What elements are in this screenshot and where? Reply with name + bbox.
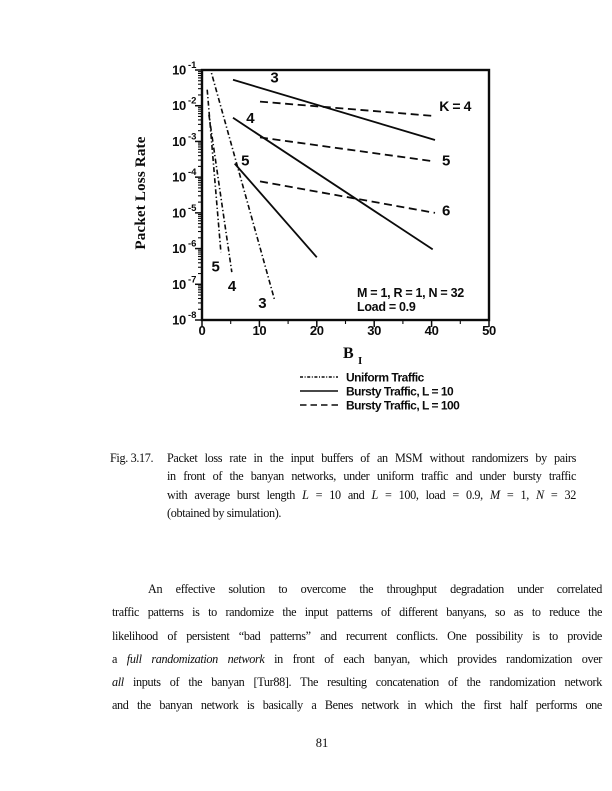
- figure-caption: [110, 449, 576, 523]
- cap-line: [167, 449, 576, 467]
- curve-label: 5: [241, 152, 250, 170]
- text: traffic patterns is to randomize the input patterns of different banyans, so as to reduce the: [112, 605, 602, 620]
- series-uniform-K5: [207, 90, 221, 253]
- legend-label: Uniform Traffic: [346, 370, 424, 385]
- series-bursty10-K3: [233, 80, 435, 140]
- y-tick-label-exponent: -3: [188, 131, 197, 143]
- series-bursty100-K5: [260, 137, 433, 161]
- body-line: [112, 601, 602, 624]
- y-tick-label-exponent: -4: [188, 167, 197, 179]
- y-tick-label-base: 10: [172, 241, 186, 257]
- page-number: 81: [315, 736, 329, 750]
- italic-text: full randomization network: [126, 651, 265, 666]
- chart-generated-layer: [172, 60, 496, 413]
- y-tick-label-exponent: -2: [188, 95, 197, 107]
- cap-line: [167, 467, 576, 485]
- curve-label: 5: [441, 152, 450, 170]
- italic-text: M: [489, 487, 500, 502]
- y-axis-title: Packet Loss Rate: [133, 136, 149, 250]
- series-bursty10-K5: [235, 164, 317, 258]
- text: inputs of the banyan [Tur88]. The resulting concatenation of the randomization network: [123, 675, 602, 690]
- text: a: [112, 651, 127, 666]
- y-tick-label-base: 10: [172, 312, 186, 328]
- text: An effective solution to overcome the throughput degradation under correlated: [148, 582, 602, 596]
- y-tick-label-exponent: -5: [188, 202, 197, 214]
- curve-label: 6: [441, 202, 450, 220]
- text: = 10 and: [308, 487, 372, 502]
- italic-text: L: [371, 487, 378, 502]
- x-axis-title-subscript: I: [358, 355, 363, 367]
- text: likelihood of persistent “bad patterns” and recurrent conflicts. One possibility is to provide: [112, 628, 602, 643]
- x-axis-title: B: [343, 345, 354, 362]
- body-line: [112, 648, 602, 671]
- italic-text: L: [302, 487, 309, 502]
- y-tick-label-exponent: -7: [188, 274, 197, 286]
- y-tick-label-exponent: -1: [188, 60, 197, 71]
- text: in front of each banyan, which provides randomization over: [264, 651, 602, 666]
- curve-label: 5: [211, 258, 220, 276]
- body-line: [112, 671, 602, 694]
- x-tick-label: 20: [309, 323, 324, 338]
- body-line: [112, 625, 602, 648]
- x-tick-label: 40: [424, 323, 439, 338]
- text: = 1,: [499, 487, 537, 502]
- y-tick-label-base: 10: [172, 205, 186, 221]
- text: = 32: [543, 487, 577, 502]
- curve-label: 4: [227, 277, 236, 295]
- text: = 100, load = 0.9,: [377, 487, 490, 502]
- y-tick-label-base: 10: [172, 276, 186, 292]
- legend-label: Bursty Traffic, L = 100: [346, 398, 460, 413]
- y-tick-label-exponent: -8: [188, 310, 197, 321]
- curve-label: K = 4: [439, 97, 472, 114]
- curve-label: 3: [258, 294, 267, 312]
- y-tick-label-base: 10: [172, 169, 186, 185]
- plot-note-line2: Load = 0.9: [357, 300, 416, 314]
- curve-label: 4: [246, 109, 255, 127]
- x-tick-label: 0: [198, 323, 206, 338]
- y-tick-label-base: 10: [172, 62, 186, 78]
- x-tick-label: 30: [367, 323, 382, 338]
- figure-caption-text: [167, 449, 576, 523]
- figure-caption-label: Fig. 3.17.: [110, 451, 154, 465]
- text: in front of the banyan networks, under uniform traffic and under bursty traffic: [167, 469, 576, 484]
- text: and the banyan network is basically a Benes network in which the first half performs one: [112, 698, 602, 713]
- italic-text: all: [112, 675, 124, 690]
- y-tick-label-base: 10: [172, 133, 186, 149]
- body-paragraph: [112, 578, 602, 718]
- cap-line: [167, 504, 576, 522]
- x-tick-label: 50: [482, 323, 496, 338]
- legend-label: Bursty Traffic, L = 10: [346, 384, 454, 399]
- series-bursty100-K6: [260, 181, 435, 213]
- y-tick-label-base: 10: [172, 98, 186, 114]
- cap-line: [167, 486, 576, 504]
- body-line: [112, 578, 602, 601]
- plot-note-line1: M = 1, R = 1, N = 32: [357, 286, 464, 300]
- italic-text: N: [536, 487, 544, 502]
- text: Packet loss rate in the input buffers of an MSM without randomizers by pairs: [167, 451, 576, 465]
- x-tick-label: 10: [252, 323, 267, 338]
- body-line: [112, 694, 602, 717]
- curve-label: 3: [270, 69, 279, 87]
- text: with average burst length: [167, 487, 303, 502]
- text: (obtained by simulation).: [167, 506, 282, 521]
- y-tick-label-exponent: -6: [188, 238, 197, 250]
